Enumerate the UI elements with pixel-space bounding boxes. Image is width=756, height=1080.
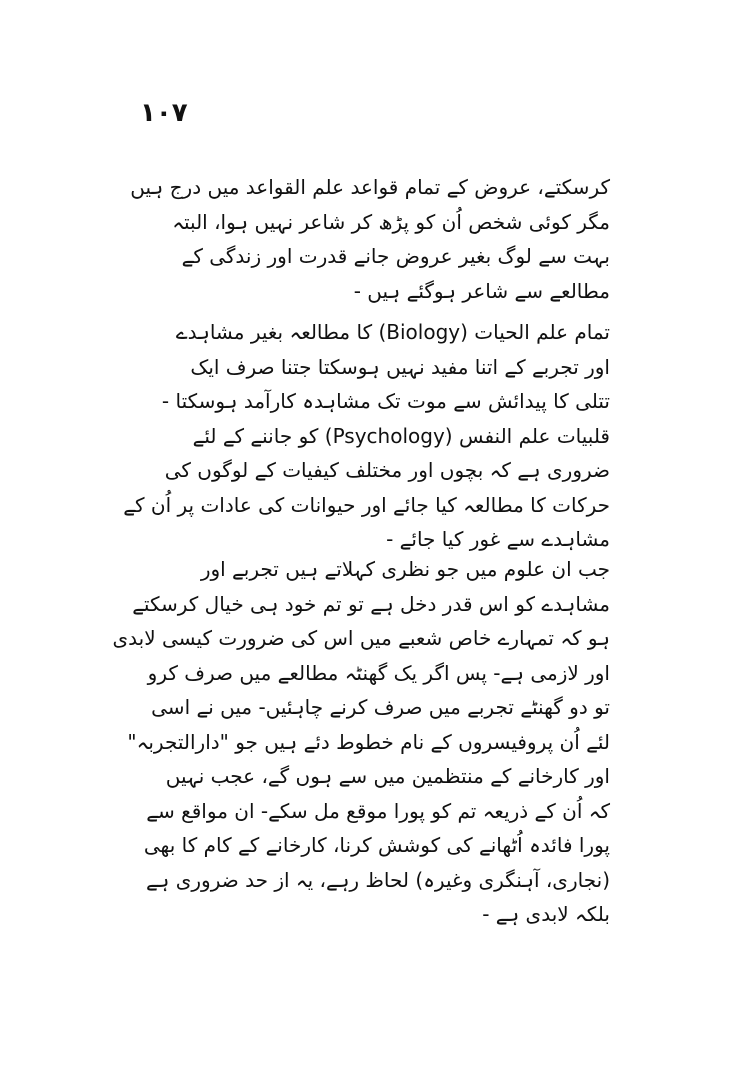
text-line: حرکات کا مطالعہ کیا جائے اور حیوانات کی عادات پر اُن کے	[123, 492, 610, 517]
text-line: جب ان علوم میں جو نظری کہلاتے ہیں تجربے اور	[200, 557, 610, 581]
text-line: اور لازمی ہے- پس اگر یک گھنٹہ مطالعے میں صرف کرو	[147, 660, 610, 685]
paragraph-3	[112, 552, 610, 932]
text-line: مگر کوئی شخص اُن کو پڑھ کر شاعر نہیں ہوا، البتہ	[172, 209, 610, 234]
text-line: ہو کہ تمہارے خاص شعبے میں اس کی ضرورت کیسی لابدی	[112, 626, 610, 650]
text-line: (نجاری، آہنگری وغیرہ) لحاظ رہے، یہ از حد ضروری ہے	[145, 867, 610, 892]
text-line: پورا فائدہ اُٹھانے کی کوشش کرنا، کارخانے کے کام کا بھی	[143, 833, 610, 857]
text-line: مشاہدے سے غور کیا جائے -	[386, 527, 610, 551]
text-line: قلبیات علم النفس (Psychology) کو جاننے کے لئے	[192, 423, 610, 448]
text-line: کرسکتے، عروض کے تمام قواعد علم القواعد میں درج ہیں	[130, 175, 610, 199]
text-line: بلکہ لابدی ہے -	[482, 902, 610, 926]
text-line: لئے اُن پروفیسروں کے نام خطوط دئے ہیں جو "دارالتجربہ"	[127, 729, 610, 754]
text-line: اور تجربے کے اتنا مفید نہیں ہوسکتا جتنا صرف ایک	[190, 354, 610, 379]
text-line: اور کارخانے کے منتظمین میں سے ہوں گے، عجب نہیں	[165, 764, 610, 788]
text-line: تو دو گھنٹے تجربے میں صرف کرنے چاہئیں- میں نے اسی	[151, 695, 610, 719]
text-line: تمام علم الحیات (Biology) کا مطالعہ بغیر مشاہدے	[175, 320, 610, 344]
paragraph-1	[130, 170, 610, 308]
text-line: کہ اُن کے ذریعہ تم کو پورا موقع مل سکے- ان مواقع سے	[146, 798, 610, 823]
text-line: مشاہدے کو اس قدر دخل ہے تو تم خود ہی خیال کرسکتے	[132, 591, 610, 616]
text-line: مطالعے سے شاعر ہوگئے ہیں -	[353, 278, 610, 303]
text-line: تتلی کا پیدائش سے موت تک مشاہدہ کارآمد ہوسکتا -	[161, 389, 610, 413]
text-line: بہت سے لوگ بغیر عروض جانے قدرت اور زندگی کے	[181, 244, 610, 268]
page-number: ۱۰۷	[140, 98, 188, 128]
paragraph-2	[123, 315, 610, 557]
text-line: ضروری ہے کہ بچوں اور مختلف کیفیات کے لوگوں کی	[164, 458, 610, 482]
